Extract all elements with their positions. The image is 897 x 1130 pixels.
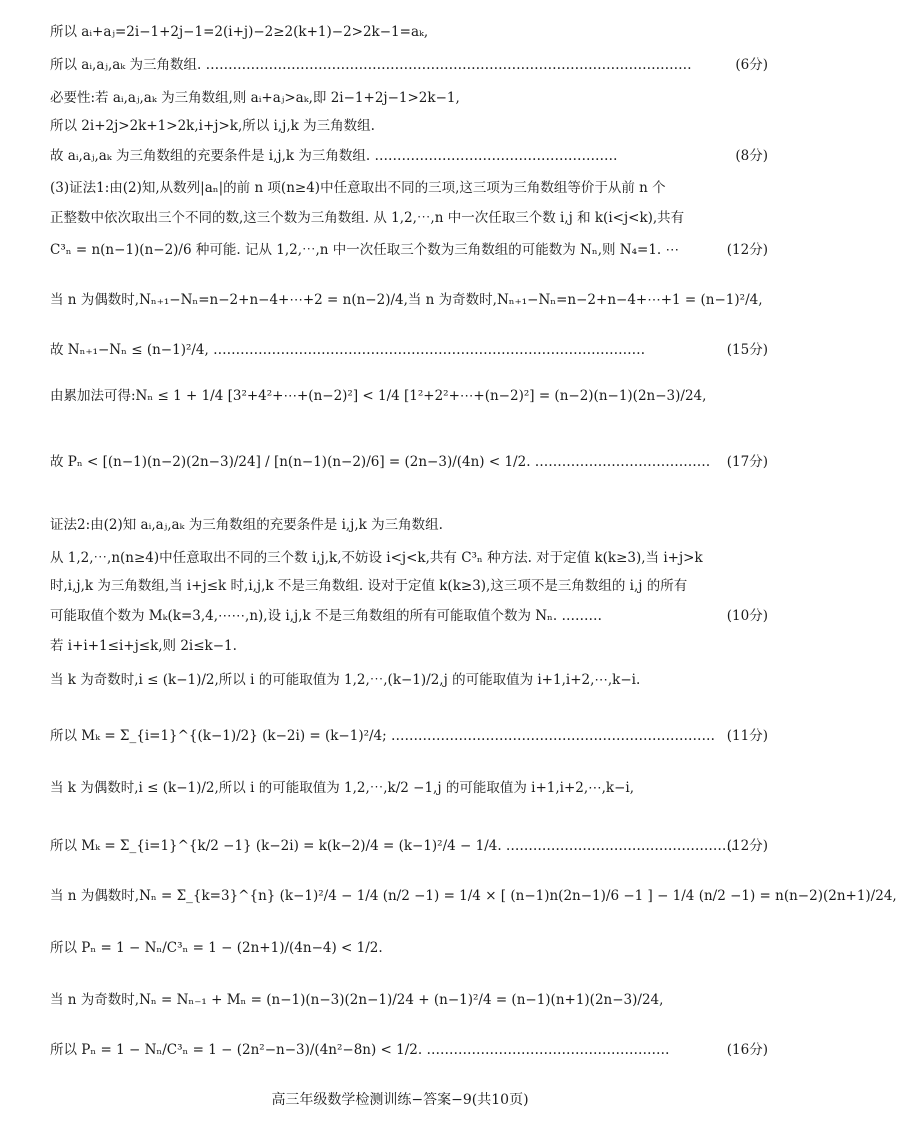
solution-line: 正整数中依次取出三个不同的数,这三个数为三角数组. 从 1,2,⋯,n 中一次任取三个数 i,j 和 k(i<j<k),共有 xyxy=(50,210,685,226)
solution-line: 可能取值个数为 Mₖ(k=3,4,⋯⋯,n),设 i,j,k 不是三角数组的所有可能取值个数为 Nₙ. ……… xyxy=(50,608,602,624)
page-footer: 高三年级数学检测训练−答案−9(共10页) xyxy=(271,1092,529,1108)
solution-line: 由累加法可得:Nₙ ≤ 1 + 1/4 [3²+4²+⋯+(n−2)²] < 1/4 [1²+2²+⋯+(n−2)²] = (n−2)(n−1)(2n−3)/24, xyxy=(50,388,707,404)
score-marker: (6分) xyxy=(735,57,768,73)
solution-line: 故 Pₙ < [(n−1)(n−2)(2n−3)/24] / [n(n−1)(n−2)/6] = (2n−3)/(4n) < 1/2. ………………………………… xyxy=(50,454,711,470)
solution-line: 当 n 为偶数时,Nₙ = Σ_{k=3}^{n} (k−1)²/4 − 1/4 (n/2 −1) = 1/4 × [ (n−1)n(2n−1)/6 −1 ] − 1/4 (n/2 −1) = n(n−2)(2n+1)/24, xyxy=(50,888,897,904)
score-marker: (17分) xyxy=(726,454,768,470)
solution-line: 所以 Mₖ = Σ_{i=1}^{(k−1)/2} (k−2i) = (k−1)²/4; ……………………………………………………………… xyxy=(50,728,715,744)
score-marker: (8分) xyxy=(735,148,768,164)
solution-line: C³ₙ = n(n−1)(n−2)/6 种可能. 记从 1,2,⋯,n 中一次任取三个数为三角数组的可能数为 Nₙ,则 N₄=1. ⋯ xyxy=(50,242,680,258)
solution-line: 从 1,2,⋯,n(n≥4)中任意取出不同的三个数 i,j,k,不妨设 i<j<k,共有 C³ₙ 种方法. 对于定值 k(k≥3),当 i+j>k xyxy=(50,550,703,566)
solution-line: 当 k 为奇数时,i ≤ (k−1)/2,所以 i 的可能取值为 1,2,⋯,(k−1)/2,j 的可能取值为 i+1,i+2,⋯,k−i. xyxy=(50,672,641,688)
solution-line: 必要性:若 aᵢ,aⱼ,aₖ 为三角数组,则 aᵢ+aⱼ>aₖ,即 2i−1+2j−1>2k−1, xyxy=(50,90,460,106)
solution-line: 故 Nₙ₊₁−Nₙ ≤ (n−1)²/4, …………………………………………………………………………………… xyxy=(50,342,646,358)
solution-line: 所以 Mₖ = Σ_{i=1}^{k/2 −1} (k−2i) = k(k−2)/4 = (k−1)²/4 − 1/4. …………………………………………… xyxy=(50,838,736,854)
score-marker: (11分) xyxy=(726,728,768,744)
solution-line: 证法2:由(2)知 aᵢ,aⱼ,aₖ 为三角数组的充要条件是 i,j,k 为三角数组. xyxy=(50,517,443,533)
solution-line: 当 n 为偶数时,Nₙ₊₁−Nₙ=n−2+n−4+⋯+2 = n(n−2)/4,当 n 为奇数时,Nₙ₊₁−Nₙ=n−2+n−4+⋯+1 = (n−1)²/4, xyxy=(50,292,763,308)
score-marker: (15分) xyxy=(726,342,768,358)
solution-line: 当 k 为偶数时,i ≤ (k−1)/2,所以 i 的可能取值为 1,2,⋯,k/2 −1,j 的可能取值为 i+1,i+2,⋯,k−i, xyxy=(50,780,635,796)
solution-line: 所以 aᵢ,aⱼ,aₖ 为三角数组. ……………………………………………………………………………………………… xyxy=(50,57,692,73)
solution-line: 所以 Pₙ = 1 − Nₙ/C³ₙ = 1 − (2n²−n−3)/(4n²−8n) < 1/2. ……………………………………………… xyxy=(50,1042,670,1058)
solution-line: 所以 Pₙ = 1 − Nₙ/C³ₙ = 1 − (2n+1)/(4n−4) < 1/2. xyxy=(50,940,383,956)
score-marker: (16分) xyxy=(726,1042,768,1058)
solution-line: 若 i+i+1≤i+j≤k,则 2i≤k−1. xyxy=(50,638,237,654)
solution-line: 当 n 为奇数时,Nₙ = Nₙ₋₁ + Mₙ = (n−1)(n−3)(2n−1)/24 + (n−1)²/4 = (n−1)(n+1)(2n−3)/24, xyxy=(50,992,664,1008)
score-marker: (12分) xyxy=(726,838,768,854)
solution-line: 时,i,j,k 为三角数组,当 i+j≤k 时,i,j,k 不是三角数组. 设对于定值 k(k≥3),这三项不是三角数组的 i,j 的所有 xyxy=(50,578,688,594)
score-marker: (10分) xyxy=(726,608,768,624)
score-marker: (12分) xyxy=(726,242,768,258)
solution-line: 故 aᵢ,aⱼ,aₖ 为三角数组的充要条件是 i,j,k 为三角数组. ……………………………………………… xyxy=(50,148,618,164)
solution-line: (3)证法1:由(2)知,从数列|aₙ|的前 n 项(n≥4)中任意取出不同的三项,这三项为三角数组等价于从前 n 个 xyxy=(50,180,666,196)
solution-line: 所以 2i+2j>2k+1>2k,i+j>k,所以 i,j,k 为三角数组. xyxy=(50,118,375,134)
solution-line: 所以 aᵢ+aⱼ=2i−1+2j−1=2(i+j)−2≥2(k+1)−2>2k−1=aₖ, xyxy=(50,24,429,40)
